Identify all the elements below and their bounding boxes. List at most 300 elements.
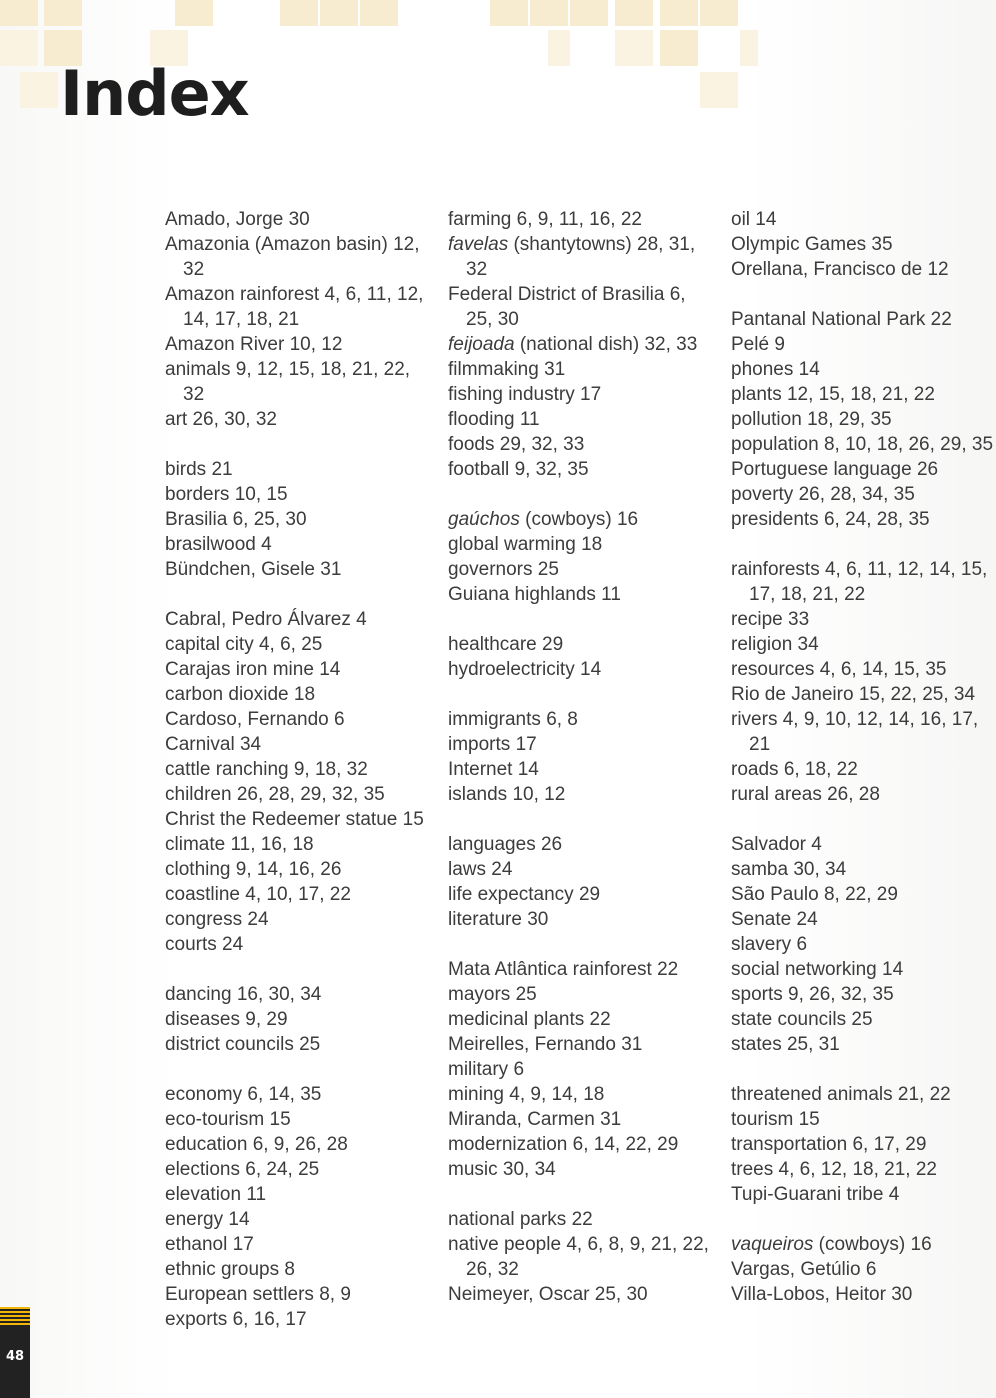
index-entry [448,457,710,482]
index-term: diseases [165,1009,240,1030]
index-entry [165,282,427,332]
index-page-refs: 6 [334,709,345,730]
index-term: life expectancy [448,884,574,905]
deco-square [360,0,398,26]
index-page-refs: 11, 16, 18 [230,834,314,855]
index-term: recipe [731,609,783,630]
index-group-gap [448,482,710,507]
deco-square [700,0,738,26]
index-entry [448,1282,710,1307]
index-entry [448,582,710,607]
index-group-gap [448,807,710,832]
index-entry [165,657,427,682]
index-entry [165,707,427,732]
index-page-refs: 10, 12 [512,784,566,805]
index-entry [731,1157,993,1182]
page-title: Index [60,57,249,130]
index-term: phones [731,359,794,380]
index-term: military [448,1059,509,1080]
index-term: population [731,434,819,455]
index-term: filmmaking [448,359,539,380]
index-page-refs: 30 [288,209,310,230]
index-entry [448,657,710,682]
index-term: presidents [731,509,819,530]
index-entry [165,407,427,432]
index-entry [165,1107,427,1132]
index-entry [165,882,427,907]
index-column-2 [448,207,710,1307]
index-term: medicinal plants [448,1009,585,1030]
index-term: borders [165,484,230,505]
index-term: rural areas [731,784,822,805]
index-entry [448,407,710,432]
index-term: São Paulo [731,884,819,905]
index-term: governors [448,559,533,580]
index-page-refs: 6, 9, 26, 28 [252,1134,348,1155]
index-page-refs: 4, 9, 14, 18 [509,1084,605,1105]
index-entry [731,932,993,957]
index-term: tourism [731,1109,794,1130]
index-page-refs: 11 [601,584,621,605]
index-entry [731,907,993,932]
deco-square [0,0,38,26]
index-column-1 [165,207,427,1332]
index-term: native people [448,1234,562,1255]
index-entry [448,232,710,282]
deco-square [0,30,38,66]
index-term: favelas [448,234,509,255]
index-entry [731,957,993,982]
index-entry [165,907,427,932]
index-page-refs: 6, 24, 25 [245,1159,320,1180]
index-term: eco-tourism [165,1109,265,1130]
index-term: Orellana, Francisco de [731,259,923,280]
deco-square [20,72,58,108]
index-term: ethanol [165,1234,228,1255]
index-page-refs: 10, 12 [289,334,343,355]
index-page-refs: 17 [232,1234,254,1255]
index-page-refs: 33 [788,609,810,630]
index-entry [731,432,993,457]
index-entry [448,1007,710,1032]
tab-stripes [0,1307,30,1325]
index-entry [165,832,427,857]
index-entry [448,907,710,932]
index-entry [731,607,993,632]
index-page-refs: 25, 31 [786,1034,840,1055]
index-entry [165,607,427,632]
index-entry [448,1157,710,1182]
index-term: Meirelles, Fernando [448,1034,616,1055]
index-page-refs: 24 [796,909,818,930]
index-entry [448,1032,710,1057]
index-entry [448,632,710,657]
index-page-refs: 15, 22, 25, 34 [858,684,976,705]
index-page-refs: 9, 32, 35 [514,459,589,480]
index-term: ethnic groups [165,1259,280,1280]
index-entry [731,382,993,407]
index-entry [165,982,427,1007]
index-term: laws [448,859,487,880]
index-group-gap [448,682,710,707]
index-term: Amazon River [165,334,285,355]
index-entry [448,857,710,882]
deco-square [615,0,653,26]
index-page-refs: 6, 14, 22, 29 [572,1134,679,1155]
index-term: birds [165,459,207,480]
index-page-refs: 31 [544,359,566,380]
index-page-refs: 8, 9 [319,1284,351,1305]
index-entry [165,207,427,232]
index-page-refs: 18 [581,534,603,555]
index-entry [165,1082,427,1107]
index-term: climate [165,834,226,855]
index-group-gap [731,282,993,307]
index-page-refs: 25 [537,559,559,580]
index-entry [731,1007,993,1032]
index-page-refs: 6 [796,934,808,955]
index-group-gap [165,432,427,457]
index-term: islands [448,784,508,805]
index-page-refs: 6, 14, 35 [247,1084,322,1105]
index-term: football [448,459,510,480]
index-term: sports [731,984,783,1005]
index-entry [731,257,993,282]
index-entry [448,957,710,982]
index-entry [448,882,710,907]
index-page-refs: 9, 14, 16, 26 [235,859,342,880]
index-page-refs: 26 [916,459,939,480]
index-page-refs: 6, 17, 29 [852,1134,927,1155]
index-page-refs: 14 [580,659,602,680]
index-page-refs: 17 [580,384,602,405]
index-term: roads [731,759,779,780]
index-term: healthcare [448,634,537,655]
index-term: Brasilia [165,509,228,530]
index-page-refs: 29 [542,634,564,655]
index-term: Pantanal National Park [731,309,926,330]
index-page-refs: 14 [882,959,904,980]
index-entry [165,782,427,807]
index-page-refs: 6, 18, 22 [783,759,858,780]
index-page-refs: 31 [320,559,342,580]
index-entry [731,1082,993,1107]
index-entry [731,1182,993,1207]
index-entry [165,357,427,407]
index-page-refs: 4, 6, 11, 12, 14, 15, 17, 18, 21, 22 [749,559,988,605]
index-term: Neimeyer, Oscar [448,1284,590,1305]
index-page-refs: 31 [621,1034,643,1055]
index-entry [448,532,710,557]
index-entry [448,557,710,582]
index-page-refs: 24 [491,859,513,880]
index-page-refs: 17 [515,734,537,755]
index-entry [731,457,993,482]
index-page-refs: 25 [851,1009,873,1030]
index-page-refs: 15 [402,809,424,830]
index-page-refs: 30, 34 [502,1159,556,1180]
index-term: poverty [731,484,794,505]
deco-square [530,0,568,26]
index-term: oil [731,209,751,230]
index-page-refs: 25 [515,984,537,1005]
index-entry [165,332,427,357]
index-entry [165,682,427,707]
index-term: dancing [165,984,232,1005]
index-term: children [165,784,232,805]
index-term: farming [448,209,512,230]
index-term: social networking [731,959,877,980]
index-page-refs: 8, 22, 29 [823,884,898,905]
index-page-refs: 6, 25, 30 [232,509,307,530]
index-term-note: (shantytowns) [513,234,632,255]
index-term: animals [165,359,231,380]
index-page-refs: 30 [527,909,549,930]
index-page-refs: 8, 10, 18, 26, 29, 35 [823,434,994,455]
index-page-refs: 11 [246,1184,267,1205]
index-entry [731,882,993,907]
index-entry [448,732,710,757]
index-term-note: (cowboys) [525,509,612,530]
index-page-refs: 30, 34 [793,859,847,880]
index-page-refs: 15 [798,1109,820,1130]
index-entry [731,307,993,332]
index-page-refs: 14 [517,759,539,780]
index-term: trees [731,1159,774,1180]
index-page-refs: 6, 9, 11, 16, 22 [516,209,642,230]
index-entry [731,357,993,382]
index-page-refs: 8 [284,1259,295,1280]
index-page-refs: 6, 16, 17 [232,1309,307,1330]
index-entry [165,1232,427,1257]
deco-square [490,0,528,26]
index-group-gap [165,957,427,982]
index-term: samba [731,859,789,880]
index-entry [731,482,993,507]
index-entry [448,357,710,382]
index-entry [448,1082,710,1107]
index-term: fishing industry [448,384,575,405]
index-entry [165,507,427,532]
index-entry [448,332,710,357]
index-term: flooding [448,409,515,430]
index-page-refs: 18 [293,684,316,705]
index-group-gap [731,1057,993,1082]
index-entry [165,807,427,832]
index-term: rivers [731,709,778,730]
index-term: states [731,1034,782,1055]
index-page-refs: 4, 6, 14, 15, 35 [819,659,947,680]
index-term: Guiana highlands [448,584,596,605]
index-entry [731,1257,993,1282]
index-term: Christ the Redeemer statue [165,809,398,830]
index-entry [448,832,710,857]
index-term: transportation [731,1134,848,1155]
index-term: global warming [448,534,576,555]
index-entry [731,407,993,432]
index-page-refs: 22 [589,1009,611,1030]
index-page-refs: 4, 10, 17, 22 [245,884,351,905]
index-page-refs: 25 [299,1034,321,1055]
index-page-refs: 31 [600,1109,622,1130]
index-page-refs: 21 [211,459,233,480]
index-term: immigrants [448,709,541,730]
page-number: 48 [5,1349,25,1364]
index-entry [731,332,993,357]
index-page-refs: 22 [930,309,952,330]
index-page-refs: 4, 6, 11, 12, 14, 17, 18, 21 [183,284,424,330]
index-term: Pelé [731,334,770,355]
index-page-refs: 6, 8 [546,709,578,730]
index-page-refs: 12 [927,259,949,280]
index-page-refs: 9, 18, 32 [293,759,368,780]
index-page-refs: 11 [519,409,540,430]
index-entry [448,282,710,332]
index-term: state councils [731,1009,847,1030]
index-entry [448,707,710,732]
index-term: district councils [165,1034,294,1055]
index-term: gaúchos [448,509,520,530]
index-group-gap [448,1182,710,1207]
index-term: capital city [165,634,254,655]
index-term: hydroelectricity [448,659,575,680]
index-page-refs: 26, 30, 32 [192,409,277,430]
index-entry [165,932,427,957]
index-page-refs: 14 [798,359,820,380]
index-term: Olympic Games [731,234,867,255]
deco-square [175,0,213,26]
index-entry [731,632,993,657]
index-term: economy [165,1084,243,1105]
index-entry [448,1232,710,1282]
index-entry [165,1307,427,1332]
index-entry [448,982,710,1007]
index-entry [731,1032,993,1057]
index-term: Tupi-Guarani tribe [731,1184,884,1205]
index-page-refs: 28, 31, 32 [466,234,696,280]
index-page-refs: 24 [222,934,244,955]
index-page-refs: 6 [513,1059,525,1080]
index-term: Carnival [165,734,235,755]
index-page-refs: 32, 33 [644,334,698,355]
index-term: Salvador [731,834,806,855]
index-page-refs: 25, 30 [594,1284,648,1305]
index-term: Internet [448,759,513,780]
index-term: threatened animals [731,1084,893,1105]
index-group-gap [448,932,710,957]
index-page-refs: 6, 24, 28, 35 [823,509,930,530]
index-term: Carajas iron mine [165,659,314,680]
index-page-refs: 15 [269,1109,291,1130]
index-entry [165,232,427,282]
index-page-refs: 16 [910,1234,932,1255]
index-term: clothing [165,859,231,880]
deco-square [740,30,758,66]
deco-square [700,72,738,108]
index-page-refs: 12, 15, 18, 21, 22 [786,384,935,405]
index-entry [731,832,993,857]
index-page-refs: 16, 30, 34 [236,984,322,1005]
index-entry [448,432,710,457]
index-page-refs: 6 [865,1259,877,1280]
index-entry [448,507,710,532]
index-page-refs: 4 [888,1184,900,1205]
index-page-refs: 4, 6, 8, 9, 21, 22, 26, 32 [466,1234,709,1280]
index-entry [731,1107,993,1132]
index-group-gap [165,1057,427,1082]
index-page-refs: 6, 25, 30 [466,284,686,330]
index-term: Cabral, Pedro Álvarez [165,609,351,630]
index-entry [731,857,993,882]
index-page-refs: 9, 12, 15, 18, 21, 22, 32 [183,359,411,405]
index-term: art [165,409,188,430]
page-number-tab [0,1307,30,1398]
index-entry [731,507,993,532]
index-entry [731,1232,993,1257]
index-page-refs: 10, 15 [234,484,288,505]
index-entry [448,207,710,232]
index-term: feijoada [448,334,515,355]
index-entry [165,457,427,482]
index-term: elections [165,1159,240,1180]
index-term: Cardoso, Fernando [165,709,329,730]
index-entry [165,557,427,582]
index-page-refs: 4 [356,609,367,630]
index-page-refs: 12, 32 [183,234,420,280]
index-entry [731,682,993,707]
index-term: coastline [165,884,240,905]
index-page-refs: 29 [578,884,601,905]
index-group-gap [731,532,993,557]
index-term: congress [165,909,243,930]
index-group-gap [448,607,710,632]
index-term-note: (cowboys) [818,1234,906,1255]
index-page-refs: 22 [571,1209,593,1230]
index-term: Amado, Jorge [165,209,284,230]
index-term: brasilwood [165,534,256,555]
index-term: Amazonia (Amazon basin) [165,234,388,255]
index-page-refs: 29, 32, 33 [499,434,585,455]
index-entry [165,1157,427,1182]
index-entry [448,782,710,807]
index-page-refs: 18, 29, 35 [807,409,892,430]
index-page-refs: 14 [755,209,777,230]
deco-square [660,30,698,66]
index-entry [448,1132,710,1157]
index-entry [165,482,427,507]
index-entry [731,782,993,807]
index-page-refs: 4, 9, 10, 12, 14, 16, 17, 21 [749,709,979,755]
index-entry [448,1057,710,1082]
index-entry [448,382,710,407]
index-term: Rio de Janeiro [731,684,854,705]
index-entry [731,657,993,682]
index-entry [165,1032,427,1057]
index-page-refs: 14 [319,659,341,680]
index-page-refs: 26, 28, 29, 32, 35 [236,784,385,805]
deco-square [44,0,82,26]
index-page-refs: 35 [871,234,893,255]
index-term: exports [165,1309,228,1330]
index-term: mayors [448,984,511,1005]
index-term: Villa-Lobos, Heitor [731,1284,886,1305]
index-entry [448,1107,710,1132]
index-column-3 [731,207,993,1307]
index-group-gap [731,1207,993,1232]
index-term: cattle ranching [165,759,289,780]
index-entry [731,557,993,607]
index-page-refs: 4, 6, 25 [258,634,323,655]
